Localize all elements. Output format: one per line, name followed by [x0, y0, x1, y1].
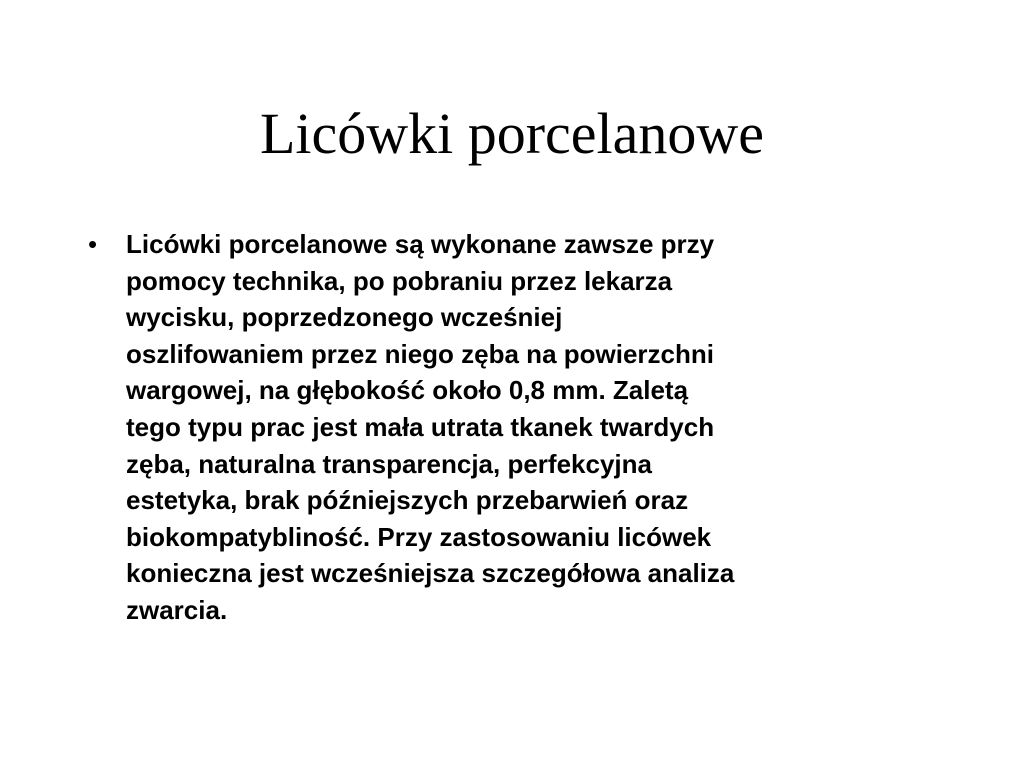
bullet-text-line: pomocy technika, po pobraniu przez lekarza — [126, 265, 673, 296]
slide-title: Licówki porcelanowe — [259, 101, 765, 166]
bullet-text-line: biokompatybliność. Przy zastosowaniu licówek — [126, 521, 712, 552]
bullet-text-line: wargowej, na głębokość około 0,8 mm. Zaletą — [126, 375, 689, 406]
bullet-text-line: zęba, naturalna transparencja, perfekcyjna — [126, 448, 652, 479]
bullet-item — [88, 226, 948, 629]
bullet-text-line: zwarcia. — [126, 594, 228, 625]
bullet-icon: • — [88, 229, 98, 259]
bullet-text-line: Licówki porcelanowe są wykonane zawsze przy — [126, 229, 715, 259]
bullet-text-line: estetyka, brak późniejszych przebarwień oraz — [126, 485, 689, 516]
bullet-text-line: tego typu prac jest mała utrata tkanek twardych — [126, 411, 715, 442]
bullet-text-line: wycisku, poprzedzonego wcześniej — [126, 302, 563, 333]
bullet-text-line: konieczna jest wcześniejsza szczegółowa analiza — [126, 558, 735, 589]
bullet-text-line: oszlifowaniem przez niego zęba na powierzchni — [126, 338, 714, 369]
bullet-list — [88, 226, 948, 629]
